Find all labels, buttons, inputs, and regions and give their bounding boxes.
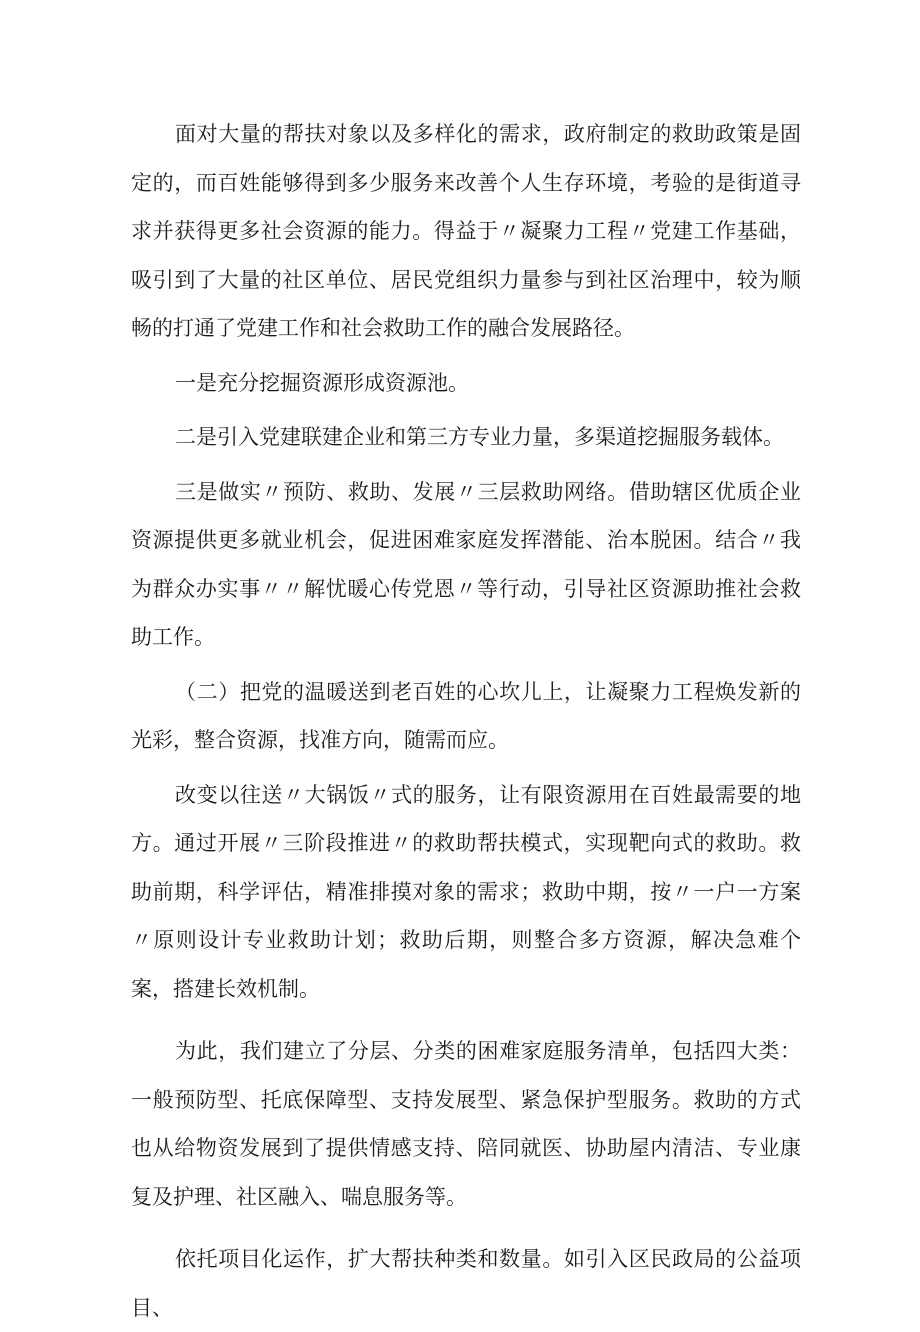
paragraph-intro: 面对大量的帮扶对象以及多样化的需求，政府制定的救助政策是固定的，而百姓能够得到多少服务来改善个人生存环境，考验的是街道寻求并获得更多社会资源的能力。得益于〃凝聚力工程〃党建工作基础，吸引到了大量的社区单位、居民党组织力量参与到社区治理中，较为顺畅的打通了党建工作和社会救助工作的融合发展路径。 <box>131 122 801 340</box>
document-body <box>131 110 801 1332</box>
section-heading-two: （二）把党的温暖送到老百姓的心坎儿上，让凝聚力工程焕发新的光彩，整合资源，找准方向，随需而应。 <box>131 679 801 752</box>
paragraph-point-two: 二是引入党建联建企业和第三方专业力量，多渠道挖掘服务载体。 <box>175 425 784 449</box>
paragraph-project: 依托项目化运作，扩大帮扶种类和数量。如引入区民政局的公益项目、 <box>131 1247 801 1320</box>
paragraph-service-list: 为此，我们建立了分层、分类的困难家庭服务清单，包括四大类：一般预防型、托底保障型、支持发展型、紧急保护型服务。救助的方式也从给物资发展到了提供情感支持、陪同就医、协助屋内清洁、专业康复及护理、社区融入、喘息服务等。 <box>131 1039 801 1209</box>
paragraph-model: 改变以往送〃大锅饭〃式的服务，让有限资源用在百姓最需要的地方。通过开展〃三阶段推进〃的救助帮扶模式，实现靶向式的救助。救助前期，科学评估，精准排摸对象的需求；救助中期，按〃一户一方案〃原则设计专业救助计划；救助后期，则整合多方资源，解决急难个案，搭建长效机制。 <box>131 782 801 1001</box>
paragraph-point-three: 三是做实〃预防、救助、发展〃三层救助网络。借助辖区优质企业资源提供更多就业机会，促进困难家庭发挥潜能、治本脱困。结合〃我为群众办实事〃〃解忧暖心传党恩〃等行动，引导社区资源助推社会救助工作。 <box>131 479 801 649</box>
paragraph-point-one: 一是充分挖掘资源形成资源池。 <box>175 370 469 395</box>
